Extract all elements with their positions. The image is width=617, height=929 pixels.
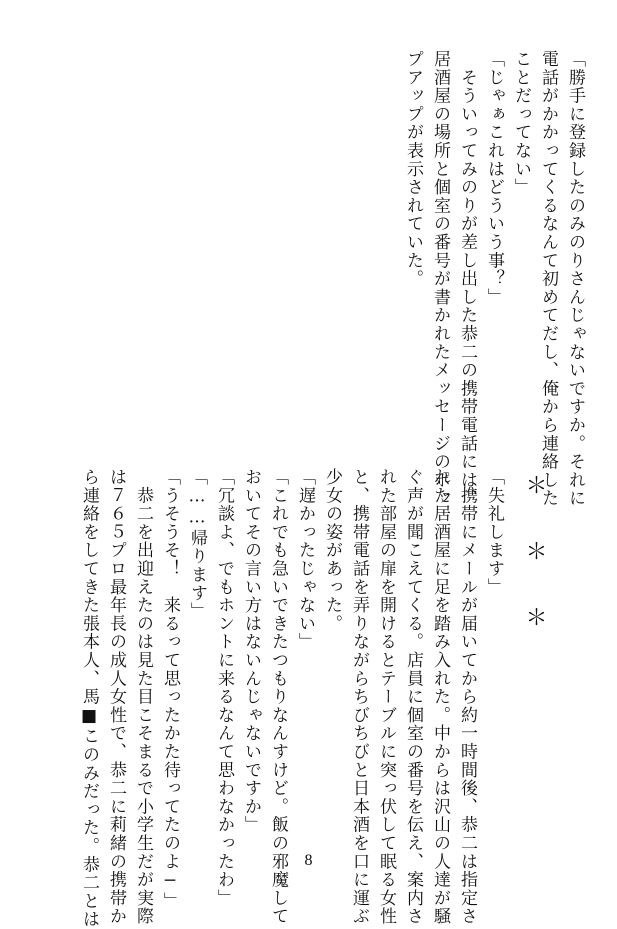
- text-line: ことだってない」: [511, 50, 531, 197]
- text-line: れた居酒屋に足を踏み入れた。中からは沢山の人達が騒: [430, 468, 450, 926]
- text-line: プアップが表示されていた。: [403, 50, 423, 288]
- text-line: ぐ声が聞こえてくる。店員に個室の番号を伝え、案内さ: [403, 468, 423, 926]
- text-line: れた部屋の扉を開けるとテーブルに突っ伏して眠る女性: [376, 468, 396, 926]
- text-line: 「うそうそ！ 来るって思ったかた待ってたのよ−」: [160, 468, 180, 911]
- text-line: 「じゃぁこれはどういう事？」: [484, 50, 504, 307]
- text-line: 少女の姿があった。: [322, 468, 342, 633]
- text-line: と、携帯電話を弄りながらちびちびと日本酒を口に運ぶ: [349, 468, 369, 926]
- text-line: 恭二を出迎えたのは見た目こそまるで小学生だが実際: [133, 468, 153, 926]
- text-line: 「冗談よ、でもホントに来るなんて思わなかったわ」: [214, 468, 234, 908]
- text-line: 「これでも急いできたつもりなんすけど。飯の邪魔して: [268, 468, 288, 926]
- page-number: 8: [304, 852, 313, 869]
- section-separator: ＊＊＊: [522, 474, 547, 672]
- text-line: 「……帰ります」: [187, 468, 207, 621]
- text-line: おいてその言い方はないんじゃないですか」: [241, 468, 261, 834]
- text-line: 「遅かったじゃない」: [295, 468, 315, 651]
- text-line: そういってみのりが差し出した恭二の携帯電話には、: [457, 50, 477, 508]
- text-line: 「勝手に登録したのみのりさんじゃないですか。それに: [565, 50, 585, 508]
- text-line: 電話がかかってくるなんて初めてだし、俺から連絡した: [538, 50, 558, 508]
- text-line: は７６５プロ最年長の成人女性で、恭二に莉緒の携帯か: [106, 468, 126, 926]
- text-line: 居酒屋の場所と個室の番号が書かれたメッセージのポッ: [430, 50, 450, 508]
- text-line: ら連絡をしてきた張本人、馬■このみだった。恭二とは: [79, 468, 99, 929]
- text-line: 携帯にメールが届いてから約一時間後、恭二は指定さ: [457, 468, 477, 926]
- text-line: 「失礼します」: [484, 468, 504, 597]
